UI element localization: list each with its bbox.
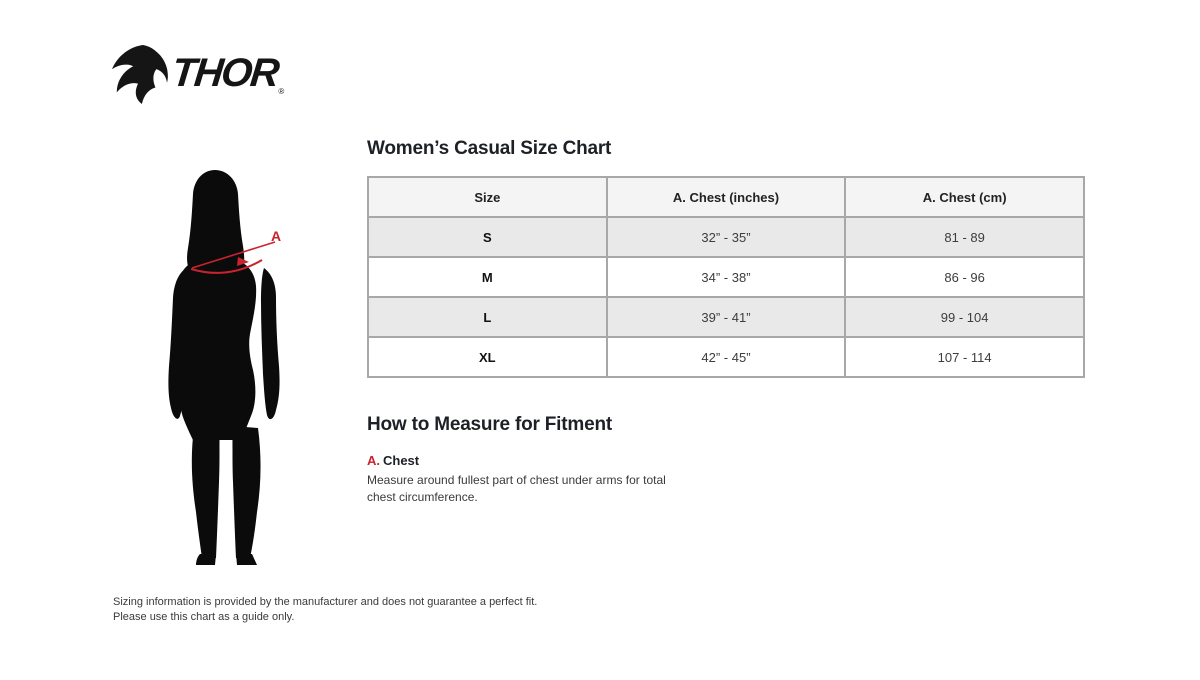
disclaimer-line-2: Please use this chart as a guide only.	[113, 610, 295, 623]
thor-logo-text: THOR	[169, 51, 280, 95]
chest-inches-cell: 32” - 35”	[607, 217, 846, 257]
chest-inches-cell: 34” - 38”	[607, 257, 846, 297]
thor-logo-icon	[110, 44, 168, 104]
female-silhouette-svg	[158, 168, 293, 568]
table-row-l	[368, 297, 1084, 337]
col-header-chest-inches: A. Chest (inches)	[607, 177, 846, 217]
measure-letter: A.	[367, 453, 380, 468]
chest-cm-cell: 86 - 96	[845, 257, 1084, 297]
chest-inches-cell: 39” - 41”	[607, 297, 846, 337]
size-chart-title: Women’s Casual Size Chart	[367, 138, 612, 159]
measure-description: Measure around fullest part of chest under arms for total chest circumference.	[367, 473, 666, 505]
col-header-chest-cm: A. Chest (cm)	[845, 177, 1084, 217]
size-cell: M	[368, 257, 607, 297]
disclaimer-line-1: Sizing information is provided by the manufacturer and does not guarantee a perfect fit.	[113, 596, 538, 608]
measure-section-title: How to Measure for Fitment	[367, 414, 612, 435]
col-header-size: Size	[368, 177, 607, 217]
size-guide-content	[367, 138, 1085, 506]
table-row-xl	[368, 337, 1084, 377]
measure-name: Chest	[383, 453, 420, 468]
chest-cm-cell: 99 - 104	[845, 297, 1084, 337]
size-chart-table	[367, 176, 1085, 378]
table-header-row	[368, 177, 1084, 217]
chest-inches-cell: 42” - 45”	[607, 337, 846, 377]
measure-item-chest	[367, 453, 1085, 506]
sizing-disclaimer	[113, 595, 537, 625]
size-cell: XL	[368, 337, 607, 377]
table-row-m	[368, 257, 1084, 297]
table-row-s	[368, 217, 1084, 257]
chest-cm-cell: 107 - 114	[845, 337, 1084, 377]
size-cell: L	[368, 297, 607, 337]
registered-mark: ®	[278, 87, 285, 96]
marker-label-a: A	[271, 228, 282, 244]
thor-logo	[110, 44, 284, 104]
female-silhouette-figure	[158, 168, 293, 568]
size-cell: S	[368, 217, 607, 257]
chest-cm-cell: 81 - 89	[845, 217, 1084, 257]
